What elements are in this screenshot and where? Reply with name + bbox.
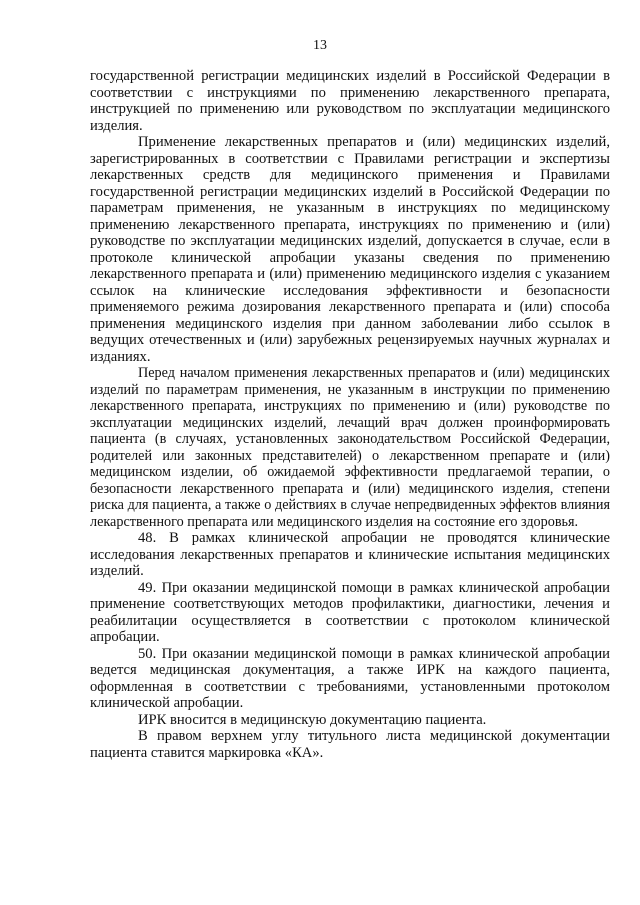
paragraph-item-50: 50. При оказании медицинской помощи в рамках клинической апробации ведется медицинская документация, а также ИРК на каждого пациента, оформленная в соответствии с требованиями, установленными протоколом клинической апробации. [90,645,610,711]
paragraph-item-48: 48. В рамках клинической апробации не проводятся клинические исследования лекарственных препаратов и клинические испытания медицинских изделий. [90,530,610,579]
page-number: 13 [313,38,327,53]
paragraph-off-label-use: Применение лекарственных препаратов и (или) медицинских изделий, зарегистрированных в соответствии с Правилами регистрации и экспертизы лекарственных средств для медицинского применения и Правилами государственной регистрации медицинских изделий в Российской Федерации по параметрам применения, не указанным в инструкциях по медицинскому применению лекарственного препарата, инструкциях по применению и (или) руководстве по эксплуатации медицинских изделий, допускается в случае, если в протоколе клинической апробации указаны сведения по применению лекарственного препарата и (или) применению медицинского изделия с указанием ссылок на клинические исследования эффективности и безопасности применяемого режима дозирования лекарственного препарата и (или) способа применения медицинского изделия при данном заболевании либо ссылок в ведущих отечественных и (или) зарубежных рецензируемых научных журналах и изданиях. [90,134,610,365]
paragraph-item-49: 49. При оказании медицинской помощи в рамках клинической апробации применение соответствующих методов профилактики, диагностики, лечения и реабилитации осуществляется в соответствии с протоколом клинической апробации. [90,579,610,645]
paragraph-continuation: государственной регистрации медицинских изделий в Российской Федерации в соответствии с инструкциями по применению лекарственного препарата, инструкцией по применению или руководством по эксплуатации медицинского изделия. [90,68,610,134]
document-body [90,68,610,761]
paragraph-patient-information: Перед началом применения лекарственных препаратов и (или) медицинских изделий по параметрам применения, не указанным в инструкции по применению лекарственного препарата, инструкциях по применению и (или) руководстве по эксплуатации медицинских изделий, лечащий врач должен проинформировать пациента (в случаях, установленных законодательством Российской Федерации, родителей или законных представителей) о лекарственном препарате и (или) медицинском изделии, об ожидаемой эффективности предлагаемой терапии, о безопасности лекарственного препарата и (или) медицинского изделия, степени риска для пациента, а также о действиях в случае непредвиденных эффектов влияния лекарственного препарата или медицинского изделия на состояние его здоровья. [90,365,610,530]
paragraph-ka-marking: В правом верхнем углу титульного листа медицинской документации пациента ставится маркировка «КА». [90,728,610,761]
paragraph-irk-note: ИРК вносится в медицинскую документацию пациента. [138,711,487,728]
